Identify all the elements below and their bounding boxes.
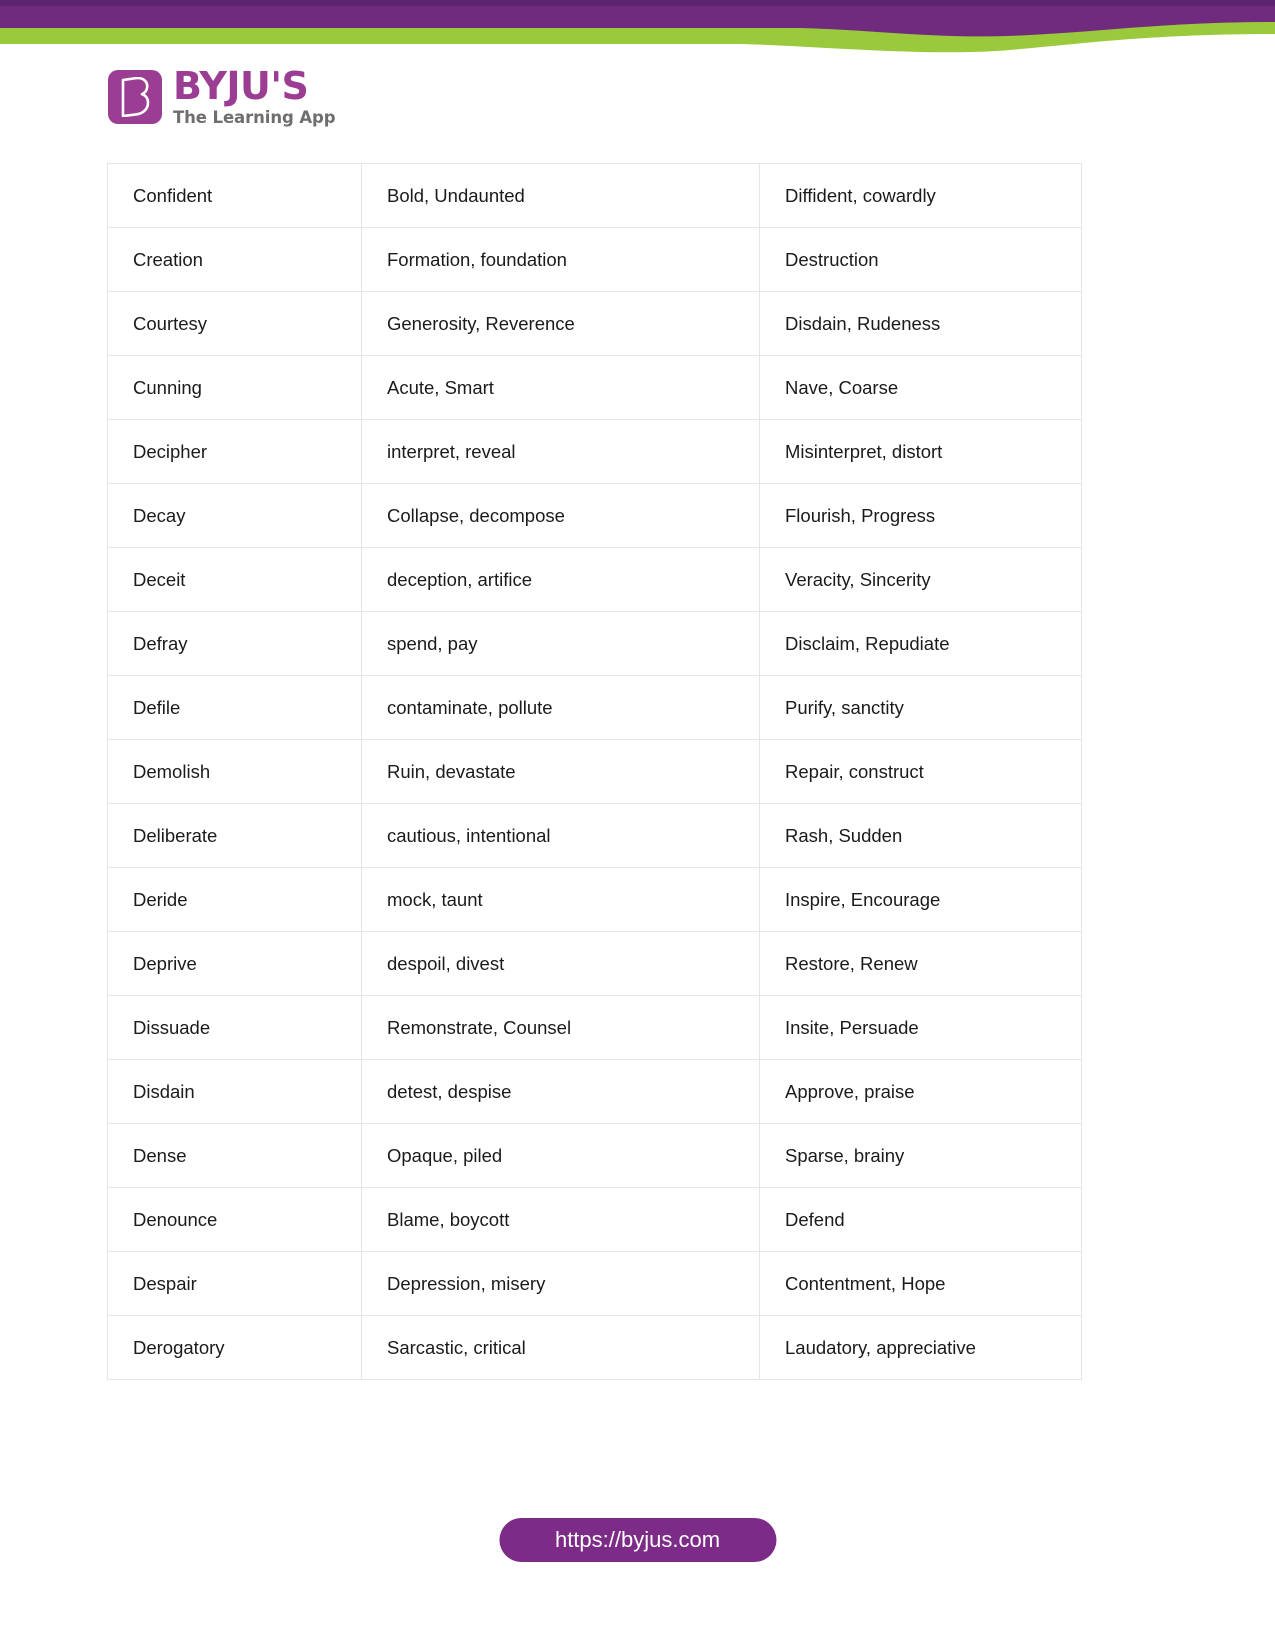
cell-word: Derogatory [108,1316,362,1380]
cell-synonyms: interpret, reveal [362,420,760,484]
cell-synonyms: spend, pay [362,612,760,676]
vocabulary-table-container [107,163,1081,1380]
cell-antonyms: Restore, Renew [760,932,1082,996]
cell-synonyms: detest, despise [362,1060,760,1124]
cell-synonyms: Generosity, Reverence [362,292,760,356]
byjus-logo [108,64,336,140]
cell-word: Denounce [108,1188,362,1252]
cell-word: Decay [108,484,362,548]
cell-synonyms: despoil, divest [362,932,760,996]
cell-synonyms: Bold, Undaunted [362,164,760,228]
cell-antonyms: Laudatory, appreciative [760,1316,1082,1380]
table-row [108,804,1082,868]
cell-word: Deliberate [108,804,362,868]
cell-antonyms: Inspire, Encourage [760,868,1082,932]
table-row [108,228,1082,292]
cell-antonyms: Insite, Persuade [760,996,1082,1060]
cell-synonyms: Remonstrate, Counsel [362,996,760,1060]
cell-word: Decipher [108,420,362,484]
cell-word: Cunning [108,356,362,420]
banner-shape-icon [0,0,1275,60]
table-row [108,548,1082,612]
logo-b-glyph-icon [117,77,153,117]
logo-wordmark: BYJU'S [173,64,309,108]
cell-word: Deceit [108,548,362,612]
table-row [108,356,1082,420]
cell-synonyms: Blame, boycott [362,1188,760,1252]
cell-word: Creation [108,228,362,292]
cell-synonyms: Opaque, piled [362,1124,760,1188]
cell-synonyms: Ruin, devastate [362,740,760,804]
cell-synonyms: deception, artifice [362,548,760,612]
cell-word: Demolish [108,740,362,804]
table-row [108,1188,1082,1252]
cell-word: Courtesy [108,292,362,356]
cell-antonyms: Sparse, brainy [760,1124,1082,1188]
table-row [108,932,1082,996]
cell-word: Defray [108,612,362,676]
cell-synonyms: mock, taunt [362,868,760,932]
byjus-b-logo-icon [108,70,162,124]
cell-antonyms: Flourish, Progress [760,484,1082,548]
cell-word: Defile [108,676,362,740]
cell-antonyms: Disclaim, Repudiate [760,612,1082,676]
cell-synonyms: cautious, intentional [362,804,760,868]
cell-synonyms: Collapse, decompose [362,484,760,548]
cell-antonyms: Diffident, cowardly [760,164,1082,228]
cell-antonyms: Nave, Coarse [760,356,1082,420]
table-row [108,1060,1082,1124]
cell-word: Disdain [108,1060,362,1124]
vocabulary-table-body [108,164,1082,1380]
table-row [108,1124,1082,1188]
table-row [108,164,1082,228]
table-row [108,676,1082,740]
table-row [108,612,1082,676]
table-row [108,868,1082,932]
cell-antonyms: Contentment, Hope [760,1252,1082,1316]
table-row [108,1316,1082,1380]
vocabulary-table [107,163,1082,1380]
cell-antonyms: Approve, praise [760,1060,1082,1124]
cell-antonyms: Repair, construct [760,740,1082,804]
cell-word: Deride [108,868,362,932]
cell-word: Deprive [108,932,362,996]
cell-synonyms: contaminate, pollute [362,676,760,740]
cell-synonyms: Acute, Smart [362,356,760,420]
cell-antonyms: Purify, sanctity [760,676,1082,740]
table-row [108,1252,1082,1316]
cell-word: Dense [108,1124,362,1188]
table-row [108,484,1082,548]
logo-tagline: The Learning App [173,108,336,127]
cell-word: Dissuade [108,996,362,1060]
cell-antonyms: Defend [760,1188,1082,1252]
top-decorative-banner [0,0,1275,60]
cell-synonyms: Formation, foundation [362,228,760,292]
table-row [108,740,1082,804]
cell-antonyms: Rash, Sudden [760,804,1082,868]
table-row [108,420,1082,484]
cell-antonyms: Veracity, Sincerity [760,548,1082,612]
cell-antonyms: Destruction [760,228,1082,292]
cell-antonyms: Disdain, Rudeness [760,292,1082,356]
cell-synonyms: Sarcastic, critical [362,1316,760,1380]
cell-antonyms: Misinterpret, distort [760,420,1082,484]
table-row [108,996,1082,1060]
cell-word: Despair [108,1252,362,1316]
cell-synonyms: Depression, misery [362,1252,760,1316]
byjus-website-link[interactable]: https://byjus.com [499,1518,776,1562]
table-row [108,292,1082,356]
cell-word: Confident [108,164,362,228]
